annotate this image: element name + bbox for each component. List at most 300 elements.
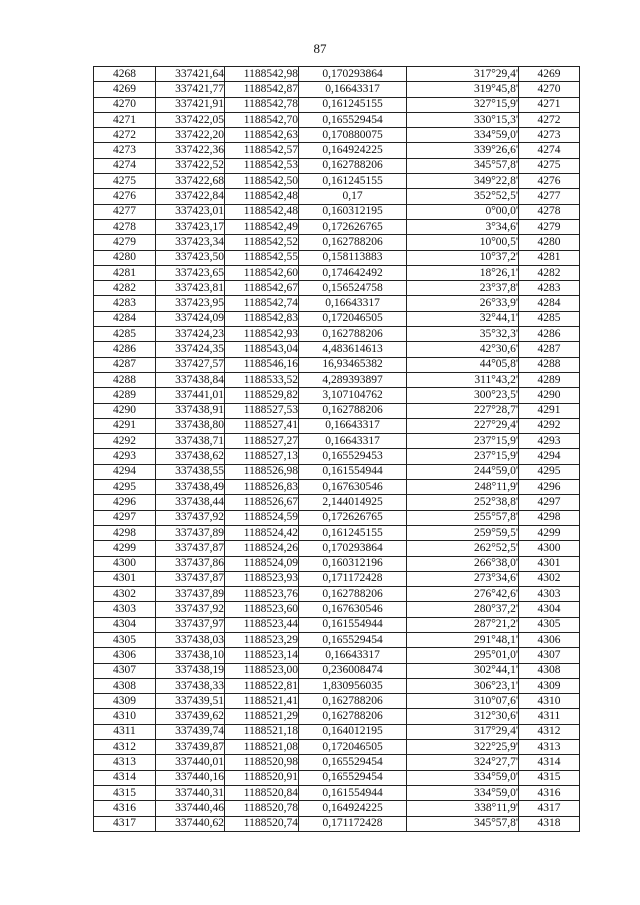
y-coordinate-cell: 1188520,98 — [225, 755, 299, 770]
table-row — [94, 403, 580, 418]
x-coordinate-cell: 337439,87 — [156, 740, 225, 755]
next-point-number-cell: 4275 — [519, 158, 580, 173]
distance-cell: 0,156524758 — [299, 281, 407, 296]
y-coordinate-cell: 1188524,09 — [225, 556, 299, 571]
next-point-number-cell: 4311 — [519, 709, 580, 724]
table-row — [94, 311, 580, 326]
direction-angle-cell: 334°59,0' — [407, 128, 519, 143]
x-coordinate-cell: 337423,34 — [156, 235, 225, 250]
distance-cell: 0,162788206 — [299, 694, 407, 709]
table-row — [94, 709, 580, 724]
point-number-cell: 4285 — [94, 327, 156, 342]
y-coordinate-cell: 1188520,91 — [225, 770, 299, 785]
distance-cell: 0,158113883 — [299, 250, 407, 265]
distance-cell: 0,165529454 — [299, 770, 407, 785]
x-coordinate-cell: 337437,86 — [156, 556, 225, 571]
next-point-number-cell: 4301 — [519, 556, 580, 571]
direction-angle-cell: 32°44,1' — [407, 311, 519, 326]
table-row — [94, 480, 580, 495]
distance-cell: 0,16643317 — [299, 648, 407, 663]
distance-cell: 0,165529453 — [299, 449, 407, 464]
distance-cell: 0,161554944 — [299, 464, 407, 479]
next-point-number-cell: 4294 — [519, 449, 580, 464]
x-coordinate-cell: 337438,33 — [156, 678, 225, 693]
distance-cell: 0,171172428 — [299, 571, 407, 586]
next-point-number-cell: 4285 — [519, 311, 580, 326]
x-coordinate-cell: 337423,95 — [156, 296, 225, 311]
table-row — [94, 265, 580, 280]
next-point-number-cell: 4303 — [519, 587, 580, 602]
distance-cell: 0,16643317 — [299, 82, 407, 97]
y-coordinate-cell: 1188526,67 — [225, 495, 299, 510]
point-number-cell: 4286 — [94, 342, 156, 357]
next-point-number-cell: 4278 — [519, 204, 580, 219]
next-point-number-cell: 4272 — [519, 112, 580, 127]
distance-cell: 0,161554944 — [299, 617, 407, 632]
y-coordinate-cell: 1188542,53 — [225, 158, 299, 173]
coordinates-table-body — [94, 67, 580, 832]
direction-angle-cell: 0°00,0' — [407, 204, 519, 219]
next-point-number-cell: 4299 — [519, 525, 580, 540]
x-coordinate-cell: 337423,50 — [156, 250, 225, 265]
point-number-cell: 4302 — [94, 587, 156, 602]
point-number-cell: 4307 — [94, 663, 156, 678]
direction-angle-cell: 349°22,8' — [407, 174, 519, 189]
next-point-number-cell: 4270 — [519, 82, 580, 97]
x-coordinate-cell: 337441,01 — [156, 388, 225, 403]
x-coordinate-cell: 337440,62 — [156, 816, 225, 831]
x-coordinate-cell: 337424,09 — [156, 311, 225, 326]
x-coordinate-cell: 337437,89 — [156, 587, 225, 602]
point-number-cell: 4306 — [94, 648, 156, 663]
table-row — [94, 327, 580, 342]
direction-angle-cell: 327°15,9' — [407, 97, 519, 112]
direction-angle-cell: 262°52,5' — [407, 541, 519, 556]
y-coordinate-cell: 1188523,93 — [225, 571, 299, 586]
x-coordinate-cell: 337423,65 — [156, 265, 225, 280]
point-number-cell: 4315 — [94, 785, 156, 800]
table-row — [94, 724, 580, 739]
y-coordinate-cell: 1188542,78 — [225, 97, 299, 112]
distance-cell: 0,165529454 — [299, 755, 407, 770]
direction-angle-cell: 338°11,9' — [407, 801, 519, 816]
x-coordinate-cell: 337423,17 — [156, 219, 225, 234]
next-point-number-cell: 4286 — [519, 327, 580, 342]
direction-angle-cell: 317°29,4' — [407, 67, 519, 82]
y-coordinate-cell: 1188523,60 — [225, 602, 299, 617]
point-number-cell: 4290 — [94, 403, 156, 418]
next-point-number-cell: 4288 — [519, 357, 580, 372]
distance-cell: 0,162788206 — [299, 235, 407, 250]
point-number-cell: 4276 — [94, 189, 156, 204]
direction-angle-cell: 227°29,4' — [407, 418, 519, 433]
x-coordinate-cell: 337440,16 — [156, 770, 225, 785]
next-point-number-cell: 4291 — [519, 403, 580, 418]
x-coordinate-cell: 337437,97 — [156, 617, 225, 632]
point-number-cell: 4304 — [94, 617, 156, 632]
direction-angle-cell: 273°34,6' — [407, 571, 519, 586]
distance-cell: 0,172626765 — [299, 219, 407, 234]
next-point-number-cell: 4298 — [519, 510, 580, 525]
y-coordinate-cell: 1188542,48 — [225, 204, 299, 219]
table-row — [94, 740, 580, 755]
next-point-number-cell: 4315 — [519, 770, 580, 785]
direction-angle-cell: 18°26,1' — [407, 265, 519, 280]
next-point-number-cell: 4292 — [519, 418, 580, 433]
x-coordinate-cell: 337438,62 — [156, 449, 225, 464]
next-point-number-cell: 4318 — [519, 816, 580, 831]
point-number-cell: 4269 — [94, 82, 156, 97]
y-coordinate-cell: 1188523,29 — [225, 632, 299, 647]
table-row — [94, 143, 580, 158]
table-row — [94, 250, 580, 265]
y-coordinate-cell: 1188526,98 — [225, 464, 299, 479]
direction-angle-cell: 317°29,4' — [407, 724, 519, 739]
y-coordinate-cell: 1188527,13 — [225, 449, 299, 464]
y-coordinate-cell: 1188542,93 — [225, 327, 299, 342]
next-point-number-cell: 4295 — [519, 464, 580, 479]
next-point-number-cell: 4269 — [519, 67, 580, 82]
distance-cell: 0,161245155 — [299, 97, 407, 112]
table-row — [94, 82, 580, 97]
x-coordinate-cell: 337438,19 — [156, 663, 225, 678]
direction-angle-cell: 287°21,2' — [407, 617, 519, 632]
next-point-number-cell: 4290 — [519, 388, 580, 403]
next-point-number-cell: 4304 — [519, 602, 580, 617]
direction-angle-cell: 237°15,9' — [407, 449, 519, 464]
x-coordinate-cell: 337421,64 — [156, 67, 225, 82]
x-coordinate-cell: 337421,91 — [156, 97, 225, 112]
y-coordinate-cell: 1188542,70 — [225, 112, 299, 127]
direction-angle-cell: 324°27,7' — [407, 755, 519, 770]
next-point-number-cell: 4280 — [519, 235, 580, 250]
x-coordinate-cell: 337438,10 — [156, 648, 225, 663]
table-row — [94, 204, 580, 219]
point-number-cell: 4281 — [94, 265, 156, 280]
table-row — [94, 67, 580, 82]
direction-angle-cell: 312°30,6' — [407, 709, 519, 724]
point-number-cell: 4301 — [94, 571, 156, 586]
x-coordinate-cell: 337438,91 — [156, 403, 225, 418]
next-point-number-cell: 4277 — [519, 189, 580, 204]
y-coordinate-cell: 1188546,16 — [225, 357, 299, 372]
y-coordinate-cell: 1188527,53 — [225, 403, 299, 418]
distance-cell: 0,16643317 — [299, 434, 407, 449]
point-number-cell: 4296 — [94, 495, 156, 510]
table-row — [94, 617, 580, 632]
next-point-number-cell: 4302 — [519, 571, 580, 586]
point-number-cell: 4305 — [94, 632, 156, 647]
next-point-number-cell: 4293 — [519, 434, 580, 449]
x-coordinate-cell: 337423,01 — [156, 204, 225, 219]
direction-angle-cell: 237°15,9' — [407, 434, 519, 449]
point-number-cell: 4299 — [94, 541, 156, 556]
distance-cell: 16,93465382 — [299, 357, 407, 372]
point-number-cell: 4273 — [94, 143, 156, 158]
y-coordinate-cell: 1188543,04 — [225, 342, 299, 357]
distance-cell: 3,107104762 — [299, 388, 407, 403]
y-coordinate-cell: 1188542,55 — [225, 250, 299, 265]
direction-angle-cell: 330°15,3' — [407, 112, 519, 127]
point-number-cell: 4300 — [94, 556, 156, 571]
distance-cell: 0,162788206 — [299, 403, 407, 418]
x-coordinate-cell: 337422,20 — [156, 128, 225, 143]
distance-cell: 0,172046505 — [299, 311, 407, 326]
distance-cell: 0,161245155 — [299, 174, 407, 189]
next-point-number-cell: 4279 — [519, 219, 580, 234]
direction-angle-cell: 352°52,5' — [407, 189, 519, 204]
table-row — [94, 281, 580, 296]
x-coordinate-cell: 337438,80 — [156, 418, 225, 433]
y-coordinate-cell: 1188523,00 — [225, 663, 299, 678]
direction-angle-cell: 26°33,9' — [407, 296, 519, 311]
table-row — [94, 525, 580, 540]
x-coordinate-cell: 337438,44 — [156, 495, 225, 510]
point-number-cell: 4295 — [94, 480, 156, 495]
distance-cell: 0,164924225 — [299, 143, 407, 158]
x-coordinate-cell: 337440,31 — [156, 785, 225, 800]
point-number-cell: 4284 — [94, 311, 156, 326]
direction-angle-cell: 23°37,8' — [407, 281, 519, 296]
y-coordinate-cell: 1188542,52 — [225, 235, 299, 250]
direction-angle-cell: 10°37,2' — [407, 250, 519, 265]
table-row — [94, 648, 580, 663]
y-coordinate-cell: 1188520,74 — [225, 816, 299, 831]
table-row — [94, 296, 580, 311]
next-point-number-cell: 4317 — [519, 801, 580, 816]
distance-cell: 1,830956035 — [299, 678, 407, 693]
table-row — [94, 219, 580, 234]
next-point-number-cell: 4297 — [519, 495, 580, 510]
table-row — [94, 158, 580, 173]
distance-cell: 0,165529454 — [299, 632, 407, 647]
direction-angle-cell: 311°43,2' — [407, 372, 519, 387]
direction-angle-cell: 44°05,8' — [407, 357, 519, 372]
next-point-number-cell: 4306 — [519, 632, 580, 647]
point-number-cell: 4268 — [94, 67, 156, 82]
table-row — [94, 510, 580, 525]
x-coordinate-cell: 337439,51 — [156, 694, 225, 709]
table-row — [94, 418, 580, 433]
table-row — [94, 678, 580, 693]
point-number-cell: 4309 — [94, 694, 156, 709]
distance-cell: 0,170880075 — [299, 128, 407, 143]
point-number-cell: 4312 — [94, 740, 156, 755]
distance-cell: 0,236008474 — [299, 663, 407, 678]
table-row — [94, 372, 580, 387]
table-row — [94, 464, 580, 479]
distance-cell: 0,164012195 — [299, 724, 407, 739]
point-number-cell: 4288 — [94, 372, 156, 387]
y-coordinate-cell: 1188523,44 — [225, 617, 299, 632]
distance-cell: 0,162788206 — [299, 587, 407, 602]
point-number-cell: 4287 — [94, 357, 156, 372]
point-number-cell: 4297 — [94, 510, 156, 525]
y-coordinate-cell: 1188542,57 — [225, 143, 299, 158]
y-coordinate-cell: 1188542,49 — [225, 219, 299, 234]
direction-angle-cell: 310°07,6' — [407, 694, 519, 709]
table-row — [94, 694, 580, 709]
x-coordinate-cell: 337422,52 — [156, 158, 225, 173]
next-point-number-cell: 4276 — [519, 174, 580, 189]
x-coordinate-cell: 337437,87 — [156, 541, 225, 556]
distance-cell: 0,174642492 — [299, 265, 407, 280]
table-row — [94, 189, 580, 204]
direction-angle-cell: 3°34,6' — [407, 219, 519, 234]
distance-cell: 0,162788206 — [299, 709, 407, 724]
table-row — [94, 770, 580, 785]
direction-angle-cell: 280°37,2' — [407, 602, 519, 617]
table-row — [94, 235, 580, 250]
y-coordinate-cell: 1188542,67 — [225, 281, 299, 296]
y-coordinate-cell: 1188520,84 — [225, 785, 299, 800]
table-row — [94, 112, 580, 127]
x-coordinate-cell: 337438,49 — [156, 480, 225, 495]
direction-angle-cell: 345°57,8' — [407, 158, 519, 173]
distance-cell: 0,170293864 — [299, 541, 407, 556]
x-coordinate-cell: 337422,84 — [156, 189, 225, 204]
point-number-cell: 4303 — [94, 602, 156, 617]
distance-cell: 2,144014925 — [299, 495, 407, 510]
table-row — [94, 434, 580, 449]
y-coordinate-cell: 1188521,08 — [225, 740, 299, 755]
distance-cell: 0,164924225 — [299, 801, 407, 816]
table-row — [94, 663, 580, 678]
next-point-number-cell: 4283 — [519, 281, 580, 296]
y-coordinate-cell: 1188523,76 — [225, 587, 299, 602]
table-row — [94, 128, 580, 143]
table-row — [94, 556, 580, 571]
point-number-cell: 4313 — [94, 755, 156, 770]
distance-cell: 0,161554944 — [299, 785, 407, 800]
next-point-number-cell: 4287 — [519, 342, 580, 357]
point-number-cell: 4289 — [94, 388, 156, 403]
direction-angle-cell: 42°30,6' — [407, 342, 519, 357]
point-number-cell: 4294 — [94, 464, 156, 479]
y-coordinate-cell: 1188542,83 — [225, 311, 299, 326]
next-point-number-cell: 4316 — [519, 785, 580, 800]
next-point-number-cell: 4307 — [519, 648, 580, 663]
point-number-cell: 4293 — [94, 449, 156, 464]
table-row — [94, 388, 580, 403]
point-number-cell: 4279 — [94, 235, 156, 250]
page-number: 87 — [313, 41, 327, 56]
direction-angle-cell: 319°45,8' — [407, 82, 519, 97]
y-coordinate-cell: 1188524,42 — [225, 525, 299, 540]
x-coordinate-cell: 337440,01 — [156, 755, 225, 770]
direction-angle-cell: 345°57,8' — [407, 816, 519, 831]
next-point-number-cell: 4305 — [519, 617, 580, 632]
y-coordinate-cell: 1188542,50 — [225, 174, 299, 189]
next-point-number-cell: 4300 — [519, 541, 580, 556]
y-coordinate-cell: 1188542,60 — [225, 265, 299, 280]
x-coordinate-cell: 337438,03 — [156, 632, 225, 647]
next-point-number-cell: 4308 — [519, 663, 580, 678]
x-coordinate-cell: 337440,46 — [156, 801, 225, 816]
distance-cell: 0,16643317 — [299, 418, 407, 433]
point-number-cell: 4277 — [94, 204, 156, 219]
table-row — [94, 801, 580, 816]
direction-angle-cell: 276°42,6' — [407, 587, 519, 602]
x-coordinate-cell: 337438,84 — [156, 372, 225, 387]
point-number-cell: 4291 — [94, 418, 156, 433]
y-coordinate-cell: 1188520,78 — [225, 801, 299, 816]
y-coordinate-cell: 1188527,27 — [225, 434, 299, 449]
table-row — [94, 342, 580, 357]
next-point-number-cell: 4314 — [519, 755, 580, 770]
x-coordinate-cell: 337427,57 — [156, 357, 225, 372]
point-number-cell: 4314 — [94, 770, 156, 785]
next-point-number-cell: 4271 — [519, 97, 580, 112]
point-number-cell: 4311 — [94, 724, 156, 739]
direction-angle-cell: 248°11,9' — [407, 480, 519, 495]
point-number-cell: 4317 — [94, 816, 156, 831]
distance-cell: 0,17 — [299, 189, 407, 204]
x-coordinate-cell: 337424,23 — [156, 327, 225, 342]
table-row — [94, 174, 580, 189]
distance-cell: 0,161245155 — [299, 525, 407, 540]
direction-angle-cell: 295°01,0' — [407, 648, 519, 663]
point-number-cell: 4280 — [94, 250, 156, 265]
distance-cell: 0,172046505 — [299, 740, 407, 755]
point-number-cell: 4292 — [94, 434, 156, 449]
table-row — [94, 587, 580, 602]
next-point-number-cell: 4313 — [519, 740, 580, 755]
next-point-number-cell: 4281 — [519, 250, 580, 265]
table-row — [94, 357, 580, 372]
distance-cell: 0,16643317 — [299, 296, 407, 311]
table-row — [94, 541, 580, 556]
table-row — [94, 785, 580, 800]
y-coordinate-cell: 1188521,18 — [225, 724, 299, 739]
next-point-number-cell: 4289 — [519, 372, 580, 387]
next-point-number-cell: 4310 — [519, 694, 580, 709]
table-row — [94, 495, 580, 510]
x-coordinate-cell: 337423,81 — [156, 281, 225, 296]
direction-angle-cell: 227°28,7' — [407, 403, 519, 418]
next-point-number-cell: 4273 — [519, 128, 580, 143]
y-coordinate-cell: 1188523,14 — [225, 648, 299, 663]
point-number-cell: 4308 — [94, 678, 156, 693]
distance-cell: 0,165529454 — [299, 112, 407, 127]
x-coordinate-cell: 337437,92 — [156, 602, 225, 617]
point-number-cell: 4298 — [94, 525, 156, 540]
x-coordinate-cell: 337422,36 — [156, 143, 225, 158]
direction-angle-cell: 255°57,8' — [407, 510, 519, 525]
y-coordinate-cell: 1188521,29 — [225, 709, 299, 724]
distance-cell: 0,170293864 — [299, 67, 407, 82]
distance-cell: 0,172626765 — [299, 510, 407, 525]
distance-cell: 0,167630546 — [299, 480, 407, 495]
point-number-cell: 4310 — [94, 709, 156, 724]
y-coordinate-cell: 1188522,81 — [225, 678, 299, 693]
table-row — [94, 97, 580, 112]
y-coordinate-cell: 1188529,82 — [225, 388, 299, 403]
table-row — [94, 632, 580, 647]
x-coordinate-cell: 337437,89 — [156, 525, 225, 540]
next-point-number-cell: 4309 — [519, 678, 580, 693]
next-point-number-cell: 4296 — [519, 480, 580, 495]
table-row — [94, 602, 580, 617]
distance-cell: 0,171172428 — [299, 816, 407, 831]
direction-angle-cell: 266°38,0' — [407, 556, 519, 571]
table-row — [94, 816, 580, 831]
next-point-number-cell: 4312 — [519, 724, 580, 739]
point-number-cell: 4283 — [94, 296, 156, 311]
y-coordinate-cell: 1188542,98 — [225, 67, 299, 82]
y-coordinate-cell: 1188524,59 — [225, 510, 299, 525]
y-coordinate-cell: 1188542,48 — [225, 189, 299, 204]
